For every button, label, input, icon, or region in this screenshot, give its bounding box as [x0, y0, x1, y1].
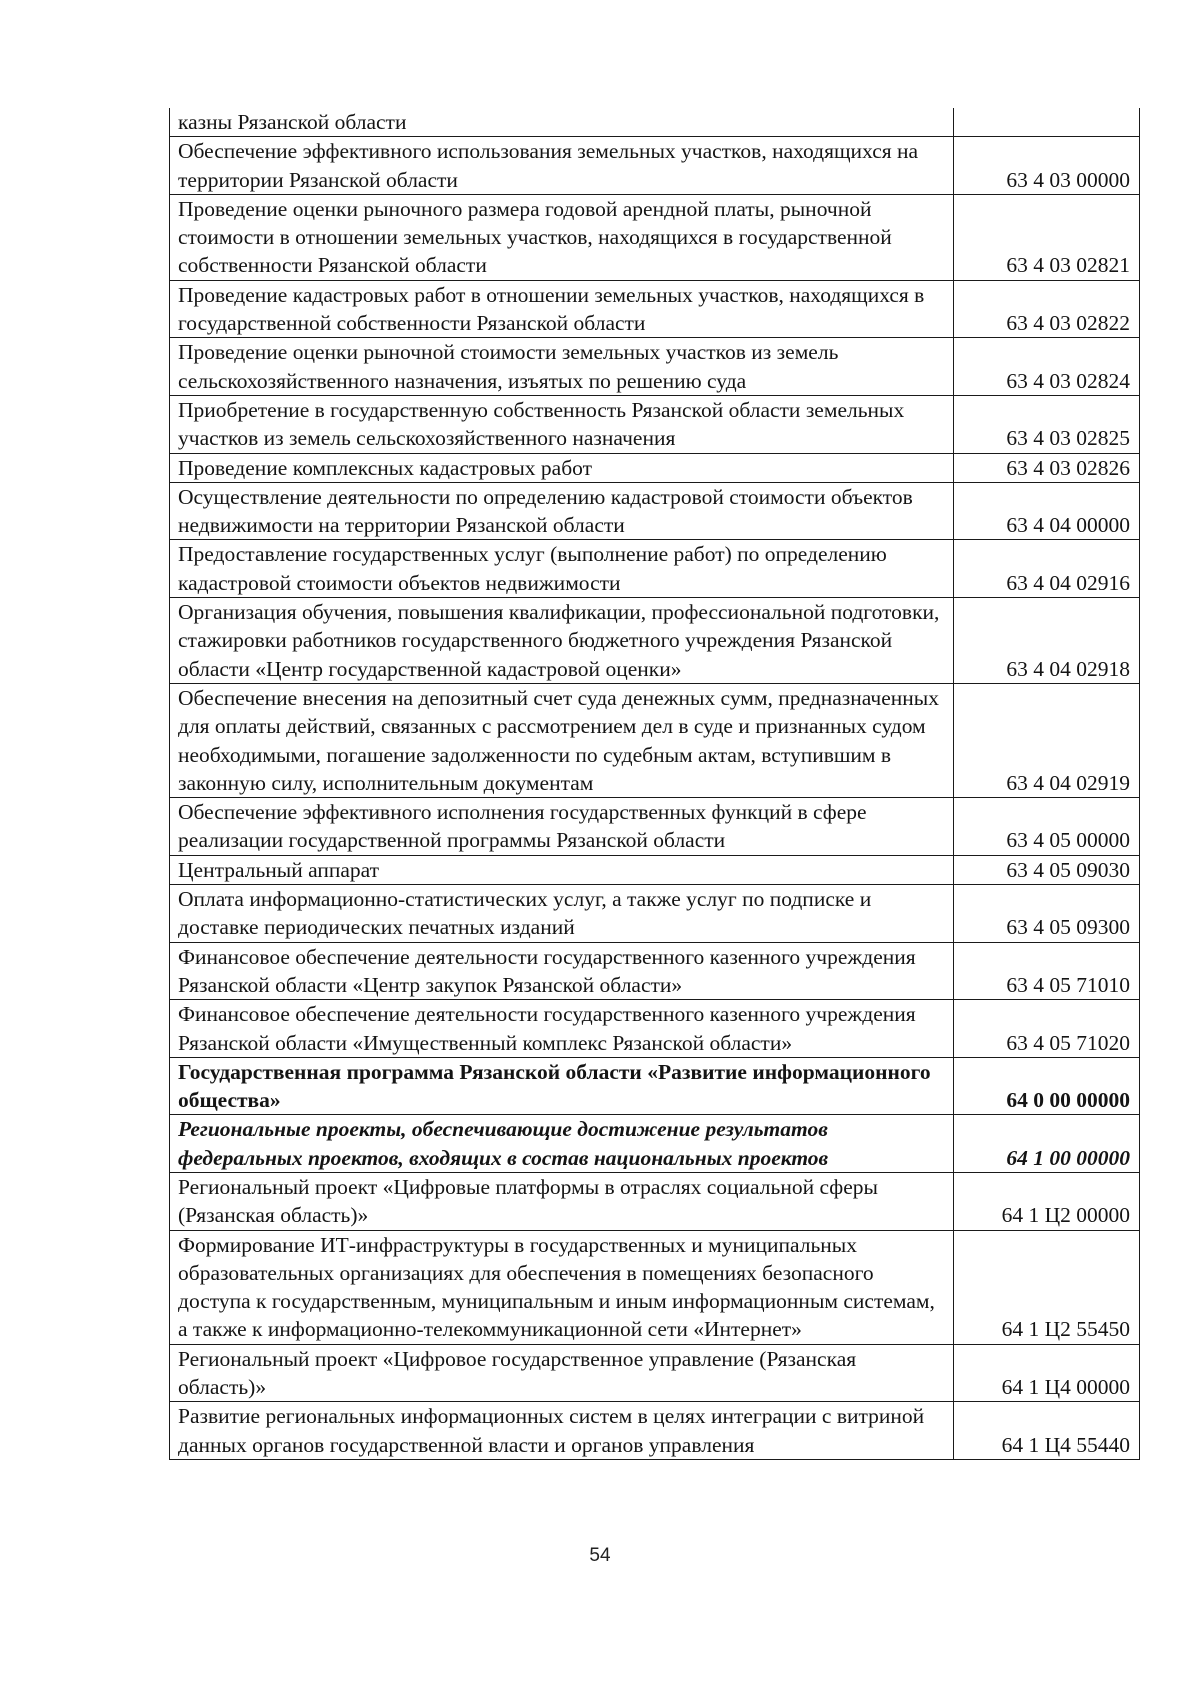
row-name: Предоставление государственных услуг (выполнение работ) по определению кадастровой стоимости объектов недвижимости: [170, 540, 954, 598]
row-code: 63 4 05 09300: [954, 885, 1140, 943]
row-code: 63 4 03 02822: [954, 280, 1140, 338]
row-code: 63 4 03 00000: [954, 137, 1140, 195]
row-name: Центральный аппарат: [170, 855, 954, 884]
row-name: Обеспечение внесения на депозитный счет суда денежных сумм, предназначенных для оплаты действий, связанных с рассмотрением дел в суде и признанных судом необходимыми, погашение задолженности по судебным актам, вступившим в законную силу, исполнительным документам: [170, 683, 954, 797]
row-name: Финансовое обеспечение деятельности государственного казенного учреждения Рязанской области «Имущественный комплекс Рязанской области»: [170, 1000, 954, 1058]
table-body: [170, 108, 1140, 1459]
row-code: 63 4 03 02821: [954, 194, 1140, 280]
row-name: Обеспечение эффективного исполнения государственных функций в сфере реализации государственной программы Рязанской области: [170, 798, 954, 856]
row-name: Приобретение в государственную собственность Рязанской области земельных участков из земель сельскохозяйственного назначения: [170, 395, 954, 453]
row-code: 64 0 00 00000: [954, 1057, 1140, 1115]
row-name: Организация обучения, повышения квалификации, профессиональной подготовки, стажировки работников государственного бюджетного учреждения Рязанской области «Центр государственной кадастровой оценки»: [170, 598, 954, 684]
row-name: Государственная программа Рязанской области «Развитие информационного общества»: [170, 1057, 954, 1115]
table-row: [170, 1115, 1140, 1173]
row-name: Проведение оценки рыночного размера годовой арендной платы, рыночной стоимости в отношении земельных участков, находящихся в государственной собственности Рязанской области: [170, 194, 954, 280]
row-name: Осуществление деятельности по определению кадастровой стоимости объектов недвижимости на территории Рязанской области: [170, 482, 954, 540]
row-code: 63 4 05 00000: [954, 798, 1140, 856]
row-code: 64 1 Ц4 55440: [954, 1402, 1140, 1460]
row-code: 63 4 03 02826: [954, 453, 1140, 482]
row-code: 63 4 04 02916: [954, 540, 1140, 598]
table-row: [170, 194, 1140, 280]
row-name: Оплата информационно-статистических услуг, а также услуг по подписке и доставке периодических печатных изданий: [170, 885, 954, 943]
table-row: [170, 885, 1140, 943]
row-name: Региональный проект «Цифровое государственное управление (Рязанская область)»: [170, 1344, 954, 1402]
row-code: 64 1 Ц2 55450: [954, 1230, 1140, 1344]
table-row: [170, 540, 1140, 598]
row-name: казны Рязанской области: [170, 108, 954, 137]
row-name: Проведение комплексных кадастровых работ: [170, 453, 954, 482]
row-code: 64 1 00 00000: [954, 1115, 1140, 1173]
table-row: [170, 453, 1140, 482]
row-name: Развитие региональных информационных систем в целях интеграции с витриной данных органов государственной власти и органов управления: [170, 1402, 954, 1460]
table-row: [170, 280, 1140, 338]
row-code: 64 1 Ц2 00000: [954, 1172, 1140, 1230]
table-row: [170, 855, 1140, 884]
table-row: [170, 1402, 1140, 1460]
table-row: [170, 1344, 1140, 1402]
table-row: [170, 1057, 1140, 1115]
row-code: 63 4 05 71020: [954, 1000, 1140, 1058]
row-name: Проведение оценки рыночной стоимости земельных участков из земель сельскохозяйственного назначения, изъятых по решению суда: [170, 338, 954, 396]
row-name: Формирование ИТ-инфраструктуры в государственных и муниципальных образовательных организациях для обеспечения в помещениях безопасного доступа к государственным, муниципальным и иным информационным системам, а также к информационно-телекоммуникационной сети «Интернет»: [170, 1230, 954, 1344]
table-row: [170, 395, 1140, 453]
row-code: 64 1 Ц4 00000: [954, 1344, 1140, 1402]
row-name: Обеспечение эффективного использования земельных участков, находящихся на территории Рязанской области: [170, 137, 954, 195]
row-name: Проведение кадастровых работ в отношении земельных участков, находящихся в государственной собственности Рязанской области: [170, 280, 954, 338]
row-code: 63 4 05 09030: [954, 855, 1140, 884]
table-row: [170, 598, 1140, 684]
row-code: 63 4 03 02824: [954, 338, 1140, 396]
table-row: [170, 942, 1140, 1000]
table-row: [170, 1000, 1140, 1058]
table-row: [170, 108, 1140, 137]
row-name: Финансовое обеспечение деятельности государственного казенного учреждения Рязанской области «Центр закупок Рязанской области»: [170, 942, 954, 1000]
row-code: 63 4 04 02919: [954, 683, 1140, 797]
table-row: [170, 683, 1140, 797]
row-code: 63 4 04 02918: [954, 598, 1140, 684]
row-code: [954, 108, 1140, 137]
row-name: Региональный проект «Цифровые платформы в отраслях социальной сферы (Рязанская область)»: [170, 1172, 954, 1230]
table-row: [170, 137, 1140, 195]
page-number: 54: [589, 1545, 611, 1566]
table-row: [170, 1172, 1140, 1230]
row-code: 63 4 05 71010: [954, 942, 1140, 1000]
row-name: Региональные проекты, обеспечивающие достижение результатов федеральных проектов, входящих в состав национальных проектов: [170, 1115, 954, 1173]
table-row: [170, 482, 1140, 540]
table-row: [170, 1230, 1140, 1344]
table-row: [170, 798, 1140, 856]
row-code: 63 4 04 00000: [954, 482, 1140, 540]
table-row: [170, 338, 1140, 396]
row-code: 63 4 03 02825: [954, 395, 1140, 453]
budget-classification-table: [169, 108, 1140, 1460]
